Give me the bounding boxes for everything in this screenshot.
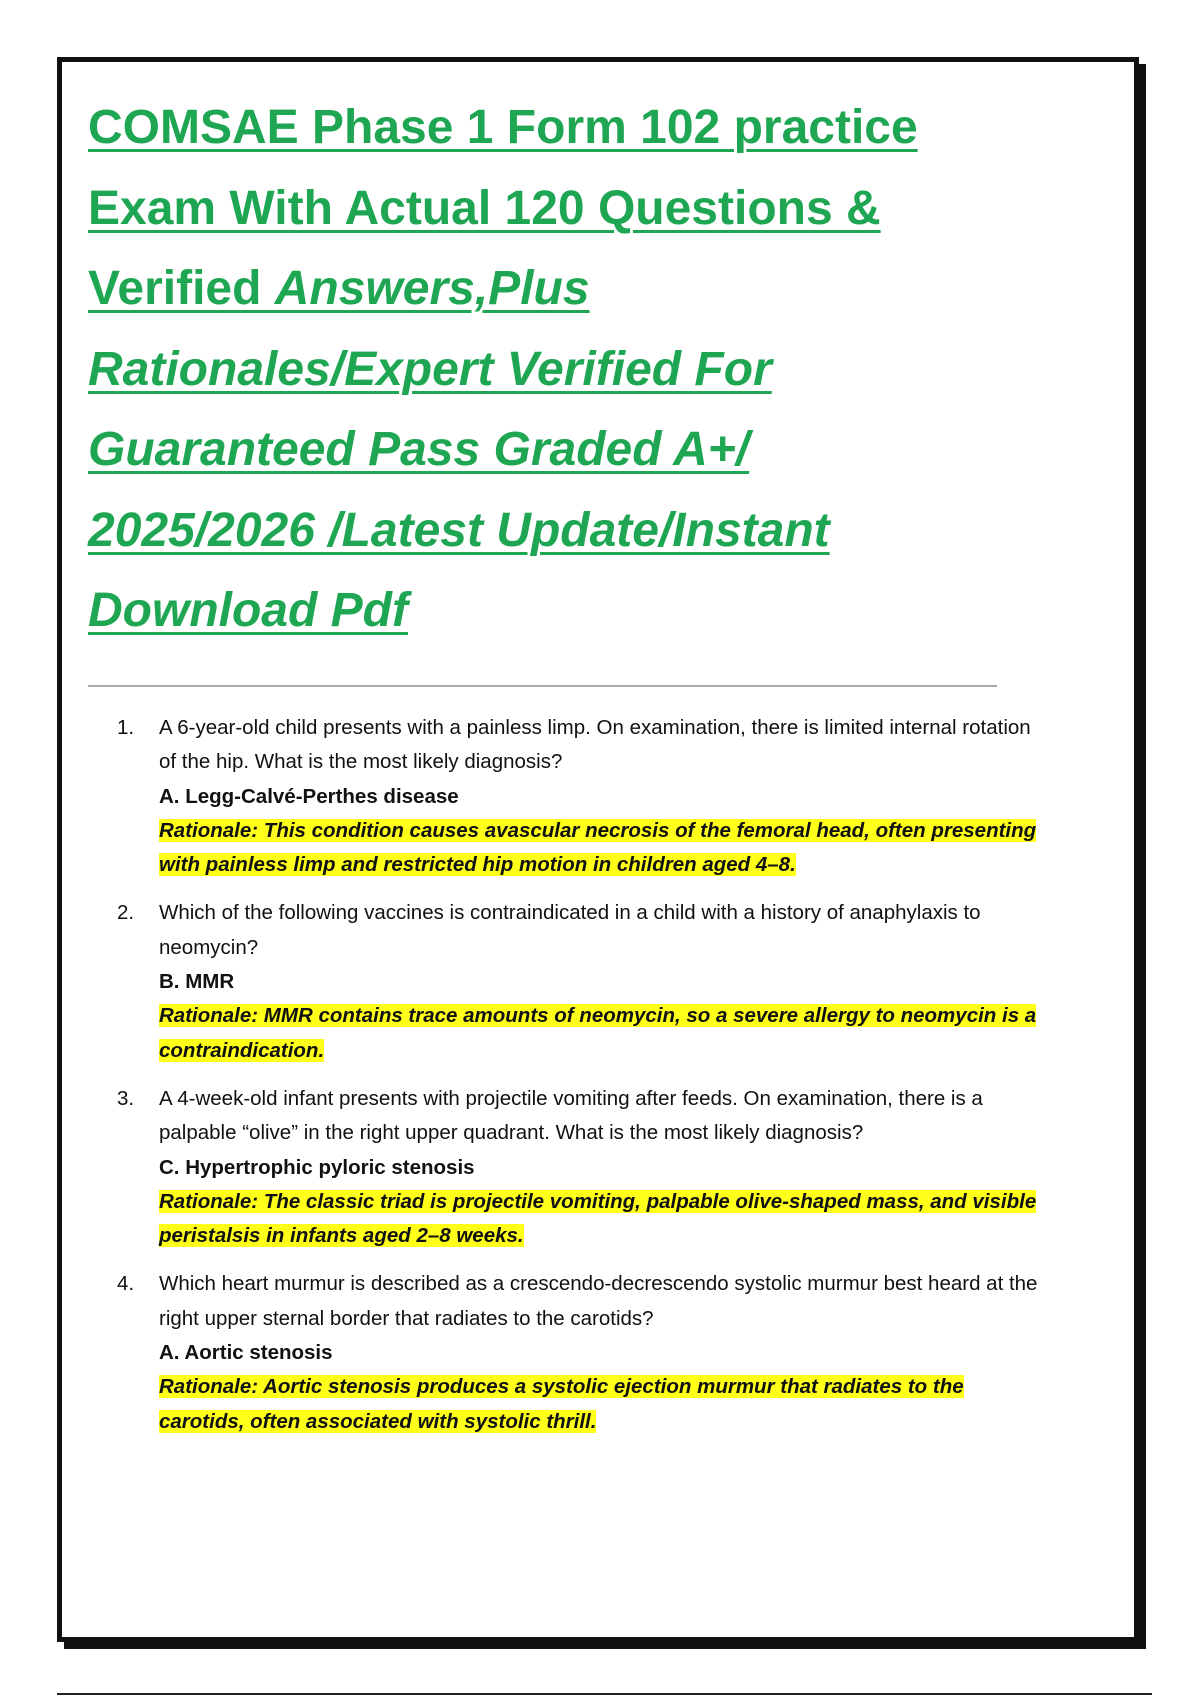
question-item bbox=[88, 711, 1048, 882]
answer-text: A. Aortic stenosis bbox=[159, 1341, 333, 1365]
rationale-highlight: Rationale: The classic triad is projectile vomiting, palpable olive-shaped mass, and visible peristalsis in infants aged 2–8 weeks. bbox=[159, 1189, 1037, 1248]
question-text: Which heart murmur is described as a crescendo-decrescendo systolic murmur best heard at the right upper sternal border that radiates to the carotids? bbox=[159, 1272, 1038, 1330]
question-number: 3. bbox=[117, 1086, 135, 1110]
title-line-1: COMSAE Phase 1 Form 102 practice bbox=[88, 101, 918, 154]
rationale-highlight: Rationale: This condition causes avascular necrosis of the femoral head, often presenting with painless limp and restricted hip motion in children aged 4–8. bbox=[159, 818, 1037, 877]
question-item bbox=[88, 896, 1048, 1067]
title-divider bbox=[88, 685, 997, 687]
document-title bbox=[88, 88, 948, 652]
question-list bbox=[88, 711, 1048, 1453]
question-number: 2. bbox=[117, 901, 135, 925]
title-line-4: Rationales/Expert Verified For bbox=[88, 342, 772, 396]
title-line-7: Download Pdf bbox=[88, 584, 408, 637]
question-text: A 4-week-old infant presents with projectile vomiting after feeds. On examination, there is a palpable “olive” in the right upper quadrant. What is the most likely diagnosis? bbox=[159, 1086, 983, 1145]
question-text: A 6-year-old child presents with a painless limp. On examination, there is limited internal rotation of the hip. What is the most likely diagnosis? bbox=[159, 716, 1031, 774]
rationale-highlight: Rationale: Aortic stenosis produces a systolic ejection murmur that radiates to the carotids, often associated with systolic thrill. bbox=[159, 1375, 964, 1433]
title-line-5: Guaranteed Pass Graded A+/ bbox=[88, 423, 750, 476]
question-text: Which of the following vaccines is contraindicated in a child with a history of anaphylaxis to neomycin? bbox=[159, 901, 981, 959]
title-line-2: Exam With Actual 120 Questions & bbox=[88, 181, 881, 235]
title-line-3-part-1: Verified bbox=[88, 262, 275, 315]
next-page-edge bbox=[57, 1693, 1152, 1695]
answer-text: B. MMR bbox=[159, 970, 235, 994]
answer-text: C. Hypertrophic pyloric stenosis bbox=[159, 1155, 475, 1179]
rationale bbox=[159, 1185, 1048, 1254]
answer-text: A. Legg-Calvé-Perthes disease bbox=[159, 784, 459, 808]
title-line-3-part-2: Answers,Plus bbox=[274, 262, 590, 315]
question-item bbox=[88, 1082, 1048, 1253]
question-number: 1. bbox=[117, 716, 135, 739]
rationale-highlight: Rationale: MMR contains trace amounts of neomycin, so a severe allergy to neomycin is a contraindication. bbox=[159, 1004, 1037, 1062]
rationale bbox=[159, 999, 1048, 1068]
question-number: 4. bbox=[117, 1272, 135, 1296]
question-item bbox=[88, 1267, 1048, 1438]
rationale bbox=[159, 1370, 1048, 1439]
title-line-6: 2025/2026 /Latest Update/Instant bbox=[88, 503, 830, 557]
rationale bbox=[159, 814, 1048, 883]
